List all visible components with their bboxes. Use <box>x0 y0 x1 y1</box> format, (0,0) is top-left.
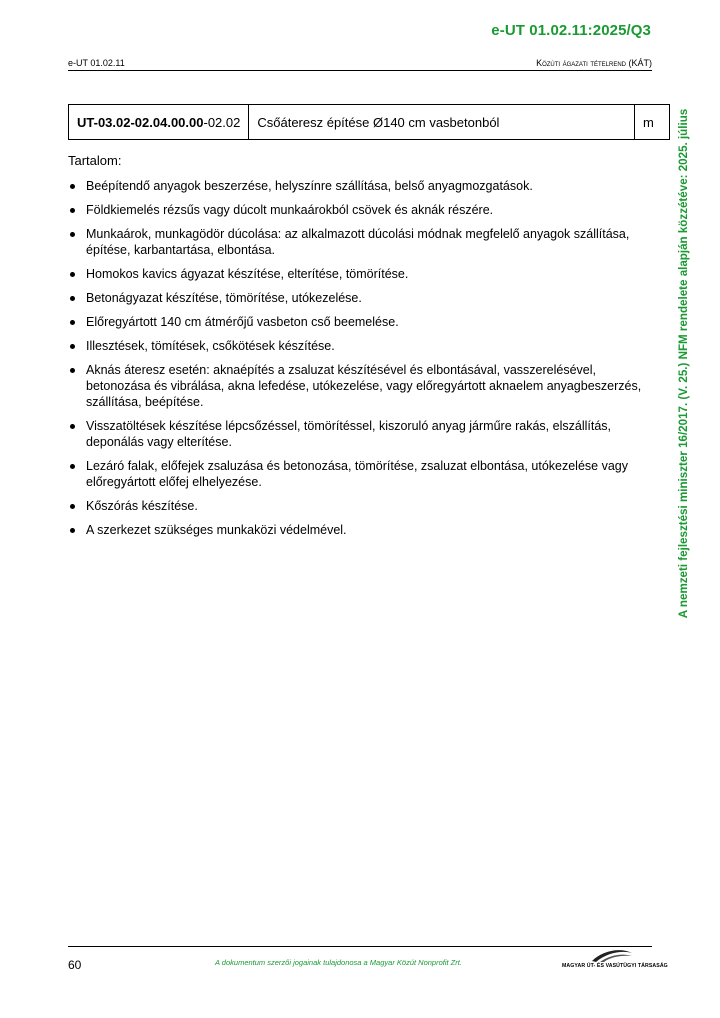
list-item-text: A szerkezet szükséges munkaközi védelmével. <box>86 523 347 537</box>
list-item <box>68 178 658 194</box>
bullet-icon <box>70 208 75 213</box>
bullet-icon <box>70 368 75 373</box>
list-item-text: Betonágyazat készítése, tömörítése, utókezelése. <box>86 291 362 305</box>
list-item <box>68 498 658 514</box>
list-item <box>68 418 658 450</box>
footer-copyright: A dokumentum szerzői jogainak tulajdonosa a Magyar Közút Nonprofit Zrt. <box>215 958 462 967</box>
content-section <box>68 153 658 546</box>
list-item <box>68 522 658 538</box>
list-item <box>68 362 658 410</box>
logo-swoosh-icon <box>562 947 658 963</box>
list-item <box>68 458 658 490</box>
organization-logo <box>562 947 668 969</box>
document-code: e-UT 01.02.11:2025/Q3 <box>491 22 651 39</box>
list-item <box>68 202 658 218</box>
bullet-icon <box>70 184 75 189</box>
item-code: UT-03.02-02.04.00.00 <box>77 114 204 130</box>
bullet-icon <box>70 272 75 277</box>
list-item <box>68 226 658 258</box>
header-left-code: e-UT 01.02.11 <box>68 58 125 68</box>
list-item <box>68 338 658 354</box>
bullet-icon <box>70 296 75 301</box>
item-code-suffix: -02.02 <box>203 114 241 130</box>
item-description: Csőáteresz építése Ø140 cm vasbetonból <box>249 105 635 140</box>
list-item-text: Lezáró falak, előfejek zsaluzása és betonozása, tömörítése, zsaluzat elbontása, utókezelése vagy előregyártott előfej elhelyezése. <box>86 459 628 489</box>
bullet-icon <box>70 344 75 349</box>
bullet-icon <box>70 232 75 237</box>
list-item <box>68 266 658 282</box>
page-number: 60 <box>68 958 82 972</box>
list-item-text: Beépítendő anyagok beszerzése, helyszínre szállítása, belső anyagmozgatások. <box>86 179 533 193</box>
list-item <box>68 314 658 330</box>
content-intro: Tartalom: <box>68 153 122 168</box>
list-item-text: Aknás áteresz esetén: aknaépítés a zsaluzat készítésével és elbontásával, vasszerelésével, betonozása és vibrálása, akna lefedése, utókezelése, vagy előregyártott aknaelem anyagbeszerzés, szállítása, beépítése. <box>86 363 642 409</box>
list-item-text: Előregyártott 140 cm átmérőjű vasbeton cső beemelése. <box>86 315 399 329</box>
list-item-text: Homokos kavics ágyazat készítése, elterítése, tömörítése. <box>86 267 409 281</box>
item-table <box>68 104 670 140</box>
running-header <box>68 56 652 71</box>
bullet-icon <box>70 424 75 429</box>
list-item-text: Illesztések, tömítések, csőkötések készítése. <box>86 339 335 353</box>
list-item-text: Munkaárok, munkagödör dúcolása: az alkalmazott dúcolási módnak megfelelő anyagok szállítása, építése, karbantartása, elbontása. <box>86 227 630 257</box>
logo-text: MAGYAR ÚT- ÉS VASÚTÜGYI TÁRSASÁG <box>562 963 668 969</box>
side-publication-note <box>675 97 693 629</box>
bullet-icon <box>70 528 75 533</box>
header-right-title: Közúti ágazati tételrend (KÁT) <box>536 58 652 68</box>
content-list <box>68 178 658 538</box>
bullet-icon <box>70 464 75 469</box>
bullet-icon <box>70 504 75 509</box>
list-item-text: Visszatöltések készítése lépcsőzéssel, tömörítéssel, kiszoruló anyag járműre rakás, elszállítás, deponálás vagy elterítése. <box>86 419 611 449</box>
bullet-icon <box>70 320 75 325</box>
item-code-cell <box>69 105 249 140</box>
list-item-text: Földkiemelés rézsűs vagy dúcolt munkaárokból csövek és aknák részére. <box>86 203 494 217</box>
item-row <box>69 105 670 140</box>
list-item-text: Kőszórás készítése. <box>86 499 198 513</box>
list-item <box>68 290 658 306</box>
item-unit: m <box>635 105 670 140</box>
side-note-text: A nemzeti fejlesztési miniszter 16/2017. (V. 25.) NFM rendelete alapján közzétéve: 2025. július <box>677 108 691 618</box>
